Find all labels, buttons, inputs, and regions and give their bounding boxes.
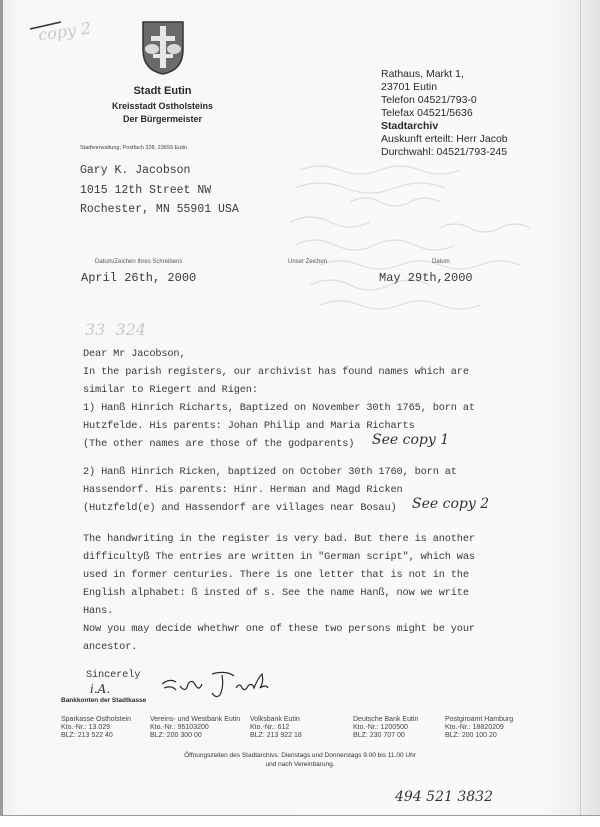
body-line: In the parish registers, our archivist has found names which are — [83, 366, 469, 378]
body-line: Now you may decide whethwr one of these two persons might be your — [83, 623, 475, 635]
see-copy-1-note: See copy 1 — [372, 432, 450, 448]
body-line: 2) Hanß Hinrich Ricken, baptized on October 30th 1760, born at — [83, 466, 457, 478]
bank-blz: BLZ: 200 300 00 — [150, 732, 202, 739]
signature — [158, 670, 270, 700]
bank-blz: BLZ: 230 707 00 — [353, 732, 405, 739]
paper-edge-left — [0, 0, 3, 826]
body-line: The handwriting in the register is very bad. But there is another — [83, 533, 475, 545]
bank-account: Kto.-Nr.: 18820209 — [445, 724, 504, 731]
our-reference-label: Unser Zeichen — [288, 259, 328, 265]
bank-name: Volksbank Eutin — [250, 716, 300, 723]
contact-department: Stadtarchiv — [381, 120, 439, 132]
contact-address-street: Rathaus, Markt 1, — [381, 68, 464, 80]
bank-name: Deutsche Bank Eutin — [353, 716, 419, 723]
background-register-script — [290, 160, 570, 320]
bank-blz: BLZ: 200 100 20 — [445, 732, 497, 739]
bank-account: Kto.-Nr.: 95103200 — [150, 724, 209, 731]
initials-ia: i.A. — [90, 682, 111, 696]
body-line: Hans. — [83, 605, 114, 617]
body-line: ancestor. — [83, 641, 138, 653]
contact-address-city: 23701 Eutin — [381, 81, 438, 93]
contact-direct-line: Durchwahl: 04521/793-245 — [381, 146, 508, 158]
closing: Sincerely — [86, 669, 141, 681]
date-value: May 29th,2000 — [379, 271, 473, 285]
bank-column-deutsche-bank — [353, 716, 418, 740]
body-line: (Hutzfeld(e) and Hassendorf are villages near Bosau) — [83, 502, 397, 514]
handwritten-phone-numbers: 494 521 3832 — [395, 789, 493, 805]
bank-account: Kto.-Nr.: 1200500 — [353, 724, 408, 731]
recipient-city: Rochester, MN 55901 USA — [80, 203, 239, 216]
contact-phone: Telefon 04521/793-0 — [381, 94, 477, 106]
contact-info-person: Auskunft erteilt: Herr Jacob — [381, 133, 508, 145]
contact-fax: Telefax 04521/5636 — [381, 107, 473, 119]
bank-account: Kto.-Nr.: 612 — [250, 724, 290, 731]
org-subtitle-district: Kreisstadt Ostholsteins — [111, 101, 214, 111]
bank-column-volksbank — [250, 716, 302, 740]
body-line: Hassendorf. His parents: Hinr. Herman and Magd Ricken — [83, 484, 403, 496]
body-line: (The other names are those of the godparents) — [83, 438, 355, 450]
your-reference-value: April 26th, 2000 — [81, 271, 197, 285]
body-line: difficultyß The entries are written in "German script", which was — [83, 551, 475, 563]
return-address: Stadtverwaltung, Postfach 328, 23693 Eutin — [80, 145, 188, 151]
bank-blz: BLZ: 213 922 18 — [250, 732, 302, 739]
body-line: used in former centuries. There is one letter that is not in the — [83, 569, 469, 581]
date-label: Datum — [432, 259, 450, 265]
bank-name: Sparkasse Ostholstein — [61, 716, 132, 723]
bank-name: Vereins- und Westbank Eutin — [150, 716, 241, 723]
your-reference-label: Datum/Zeichen Ihres Schreibens — [95, 259, 183, 265]
coat-of-arms-icon — [141, 20, 185, 76]
bank-column-vereinsbank — [150, 716, 240, 740]
recipient-name: Gary K. Jacobson — [80, 164, 191, 177]
bank-accounts-heading: Bankkonten der Stadtkasse — [61, 697, 147, 704]
recipient-street: 1015 12th Street NW — [80, 184, 212, 197]
copy-2-faint-mark: copy 2 — [36, 18, 93, 45]
bank-column-postgiroamt — [445, 716, 513, 740]
archive-opening-hours-appointment: und nach Vereinbarung. — [265, 761, 335, 768]
see-copy-2-note: See copy 2 — [412, 496, 490, 512]
org-name: Stadt Eutin — [133, 85, 192, 97]
bank-column-sparkasse — [61, 716, 131, 740]
body-line: similar to Riegert and Rigen: — [83, 384, 258, 396]
paper-edge-bottom — [0, 815, 600, 827]
body-line: 1) Hanß Hinrich Richarts, Baptized on November 30th 1765, born at — [83, 402, 475, 414]
bank-account: Kto.-Nr.: 13.029 — [61, 724, 111, 731]
org-subtitle-mayor: Der Bürgermeister — [122, 114, 203, 124]
body-line: Hutzfelde. His parents: Johan Philip and Maria Richarts — [83, 420, 415, 432]
bank-name: Postgiroamt Hamburg — [445, 716, 514, 723]
body-line: English alphabet: ß insted of s. See the name Hanß, now we write — [83, 587, 469, 599]
salutation: Dear Mr Jacobson, — [83, 348, 186, 360]
paper-fold-right — [580, 0, 581, 826]
archive-opening-hours: Öffnungszeiten des Stadtarchivs: Dienstags und Donnerstags 9.00 bis 11.00 Uhr — [184, 752, 416, 759]
background-register-number: 33 324 — [85, 320, 147, 339]
bank-blz: BLZ: 213 522 40 — [61, 732, 113, 739]
